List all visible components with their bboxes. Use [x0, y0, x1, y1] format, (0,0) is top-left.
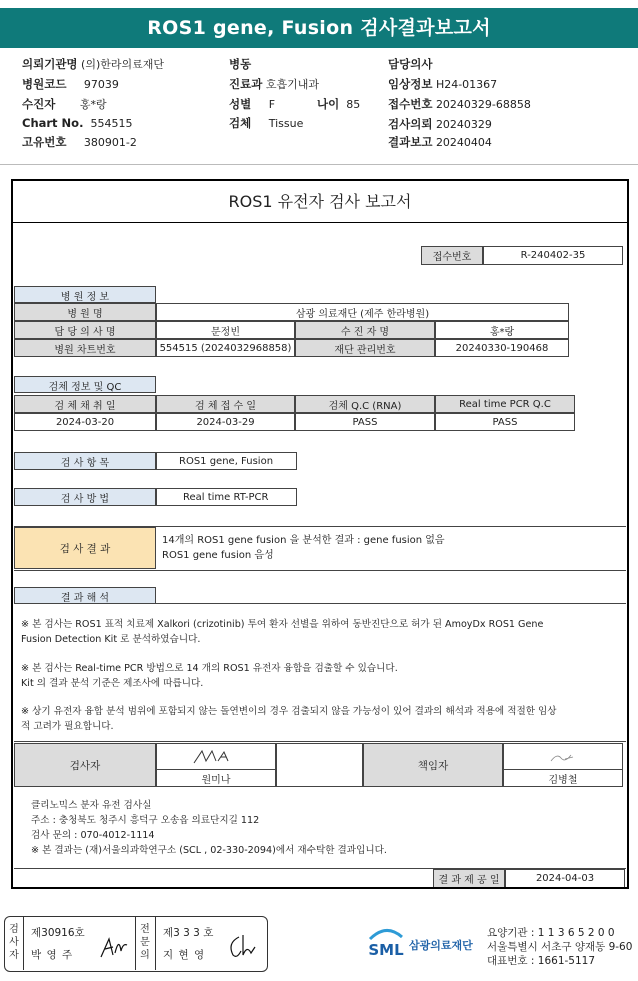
- doctor-row: [388, 56, 432, 72]
- unique-label: 고유번호: [22, 135, 67, 149]
- hospital-info-section: 병 원 정 보: [14, 286, 156, 303]
- responsible-name: 김병철: [503, 769, 623, 787]
- hospital-code-row: [22, 76, 119, 92]
- interpretation-paragraph-2: [21, 661, 611, 691]
- lab-address: 주소 : 충청북도 청주시 흥덕구 오송읍 의료단지길 112: [31, 815, 260, 826]
- specialist-name: 지 현 영: [163, 949, 206, 961]
- age-value: 85: [346, 98, 361, 111]
- result-bottom-line: [14, 570, 626, 571]
- publish-date-value: 2024-04-03: [505, 869, 625, 887]
- footer-divider: [155, 917, 156, 970]
- clinical-label: 임상정보: [388, 77, 433, 91]
- receipt-label: 접수번호: [388, 97, 433, 111]
- specimen-value: Tissue: [268, 117, 304, 130]
- section-underline: [14, 392, 156, 393]
- report-date-label: 결과보고: [388, 135, 433, 149]
- request-label: 검사의뢰: [388, 117, 433, 131]
- ward-row: [229, 56, 251, 72]
- footer-signature-box: [4, 916, 268, 972]
- test-item-label: 검 사 항 목: [14, 452, 156, 470]
- agency-number: 요양기관 : 1 1 3 6 5 2 0 0: [487, 927, 615, 939]
- doctor-name-label: 담 당 의 사 명: [14, 321, 156, 339]
- lab-name: 클리노믹스 분자 유전 검사실: [31, 800, 152, 811]
- interp-p2-line-2: Kit 의 결과 분석 기준은 제조사에 따릅니다.: [21, 678, 204, 689]
- age-label: 나이: [317, 97, 340, 111]
- result-line-1: 14개의 ROS1 gene fusion 을 분석한 결과 : gene fusion 없음: [162, 535, 445, 546]
- chart-number-value: 554515 (2024032968858): [156, 339, 295, 357]
- specialist-signature-icon: [225, 931, 261, 961]
- interp-p3-line-1: ※ 상기 유전자 융합 분석 범위에 포함되지 않는 돌연변이의 경우 검출되지 않을 가능성이 있어 결과의 해석과 적용에 적절한 임상: [21, 706, 557, 717]
- patient-name-value: 홍*랑: [435, 321, 569, 339]
- clinical-value: H24-01367: [435, 78, 498, 91]
- accession-label: 접수번호: [421, 246, 483, 265]
- dept-value: 호흡기내과: [265, 78, 319, 91]
- foundation-name: 삼광의료재단: [409, 939, 473, 952]
- rna-qc-header: 검체 Q.C (RNA): [295, 395, 435, 413]
- sex-value: F: [268, 98, 276, 111]
- signature-top-line: [14, 741, 626, 742]
- receipt-date-header: 검 체 접 수 일: [156, 395, 295, 413]
- accession-value: R-240402-35: [483, 246, 623, 265]
- specimen-label: 검체: [229, 116, 252, 130]
- interpretation-paragraph-1: [21, 617, 611, 647]
- responsible-signature: [503, 743, 623, 769]
- doctor-label: 담당의사: [388, 57, 433, 71]
- mgmt-number-value: 20240330-190468: [435, 339, 569, 357]
- interp-p3-line-2: 적 고려가 필요합니다.: [21, 721, 114, 732]
- age-row: [317, 96, 360, 112]
- patient-label: 수진자: [22, 97, 56, 111]
- receipt-row: [388, 96, 531, 112]
- interp-p1-line-1: ※ 본 검사는 ROS1 표적 치료제 Xalkori (crizotinib) 투여 환자 선별을 위하여 동반진단으로 허가 된 AmoyDx ROS1 Gene: [21, 619, 544, 630]
- interp-p2-line-1: ※ 본 검사는 Real-time PCR 방법으로 14 개의 ROS1 유전자 융합을 검출할 수 있습니다.: [21, 663, 398, 674]
- responsible-signature-icon: [543, 749, 583, 765]
- collection-date-header: 검 체 채 취 일: [14, 395, 156, 413]
- inspector-number: 제30916호: [31, 927, 85, 939]
- chart-value: 554515: [90, 117, 133, 130]
- inspector-label: 검사자: [9, 924, 19, 961]
- dept-row: [229, 76, 319, 92]
- lab-note: ※ 본 결과는 (재)서울의과학연구소 (SCL , 02-330-2094)에서 재수탁한 결과입니다.: [31, 845, 387, 856]
- inspector-signature-icon: [97, 933, 131, 961]
- specimen-info-section: 검체 정보 및 QC: [14, 376, 156, 393]
- sex-row: [229, 96, 275, 112]
- chart-label: Chart No.: [22, 116, 84, 130]
- collection-date-value: 2024-03-20: [14, 413, 156, 431]
- lab-phone: 검사 문의 : 070-4012-1114: [31, 830, 155, 841]
- specialist-label: 전문의: [140, 924, 150, 961]
- report-date-value: 20240404: [435, 136, 492, 149]
- test-method-label: 검 사 방 법: [14, 488, 156, 506]
- interpretation-paragraph-3: [21, 704, 611, 734]
- specimen-row: [229, 115, 303, 131]
- test-item-value: ROS1 gene, Fusion: [156, 452, 297, 470]
- chart-number-label: 병원 차트번호: [14, 339, 156, 357]
- foundation-address: 서울특별시 서초구 양재동 9-60: [487, 941, 633, 953]
- result-line-2: ROS1 gene fusion 음성: [162, 550, 274, 561]
- interpretation-section: 결 과 해 석: [14, 587, 156, 604]
- unique-row: [22, 134, 137, 150]
- result-top-line: [14, 526, 626, 527]
- interp-p1-line-2: Fusion Detection Kit 로 분석하였습니다.: [21, 634, 201, 645]
- tester-label: 검사자: [14, 743, 156, 787]
- receipt-date-value: 2024-03-29: [156, 413, 295, 431]
- inspector-name: 박 영 주: [31, 949, 74, 961]
- hospital-name-label: 병 원 명: [14, 303, 156, 321]
- hospital-name-value: 삼광 의료재단 (제주 한라병원): [156, 303, 569, 321]
- chart-row: [22, 116, 132, 130]
- report-date-row: [388, 134, 492, 150]
- patient-row: [22, 96, 107, 112]
- institution-label: 의뢰기관명: [22, 57, 78, 71]
- unique-value: 380901-2: [83, 136, 137, 149]
- footer-divider: [23, 917, 24, 970]
- report-banner-title: ROS1 gene, Fusion 검사결과보고서: [0, 8, 638, 48]
- institution-row: [22, 56, 164, 72]
- pcr-qc-header: Real time PCR Q.C: [435, 395, 575, 413]
- test-method-value: Real time RT-PCR: [156, 488, 297, 506]
- patient-name-label: 수 진 자 명: [295, 321, 435, 339]
- sml-logo-icon: [366, 925, 406, 959]
- report-box: [11, 179, 629, 889]
- publish-date-label: 결 과 제 공 일: [433, 869, 505, 887]
- lab-info: [31, 798, 387, 858]
- institution-value: (의)한라의료재단: [81, 58, 165, 71]
- hospital-code-value: 97039: [83, 78, 119, 91]
- receipt-value: 20240329-68858: [435, 98, 531, 111]
- patient-value: 홍*랑: [79, 98, 107, 111]
- tester-signature-icon: [186, 747, 246, 767]
- main-phone: 대표번호 : 1661-5117: [487, 955, 596, 967]
- doctor-name-value: 문정빈: [156, 321, 295, 339]
- dept-label: 진료과: [229, 77, 263, 91]
- sml-logo-text: SML: [368, 941, 404, 959]
- request-row: [388, 116, 492, 132]
- hospital-code-label: 병원코드: [22, 77, 67, 91]
- rna-qc-value: PASS: [295, 413, 435, 431]
- pcr-qc-value: PASS: [435, 413, 575, 431]
- sex-label: 성별: [229, 97, 252, 111]
- ward-label: 병동: [229, 57, 252, 71]
- footer-divider: [135, 917, 136, 970]
- interpretation-underline: [14, 603, 626, 604]
- result-text: [162, 533, 445, 563]
- report-title: ROS1 유전자 검사 보고서: [13, 181, 627, 223]
- responsible-label: 책임자: [363, 743, 503, 787]
- specialist-number: 제3 3 3 호: [163, 927, 214, 939]
- tester-name: 원미나: [156, 769, 276, 787]
- clinical-row: [388, 76, 497, 92]
- result-label: 검 사 결 과: [14, 527, 156, 569]
- mgmt-number-label: 재단 관리번호: [295, 339, 435, 357]
- request-value: 20240329: [435, 118, 492, 131]
- empty-signature-cell: [276, 743, 363, 787]
- header-divider: [0, 164, 638, 165]
- tester-signature: [156, 743, 276, 769]
